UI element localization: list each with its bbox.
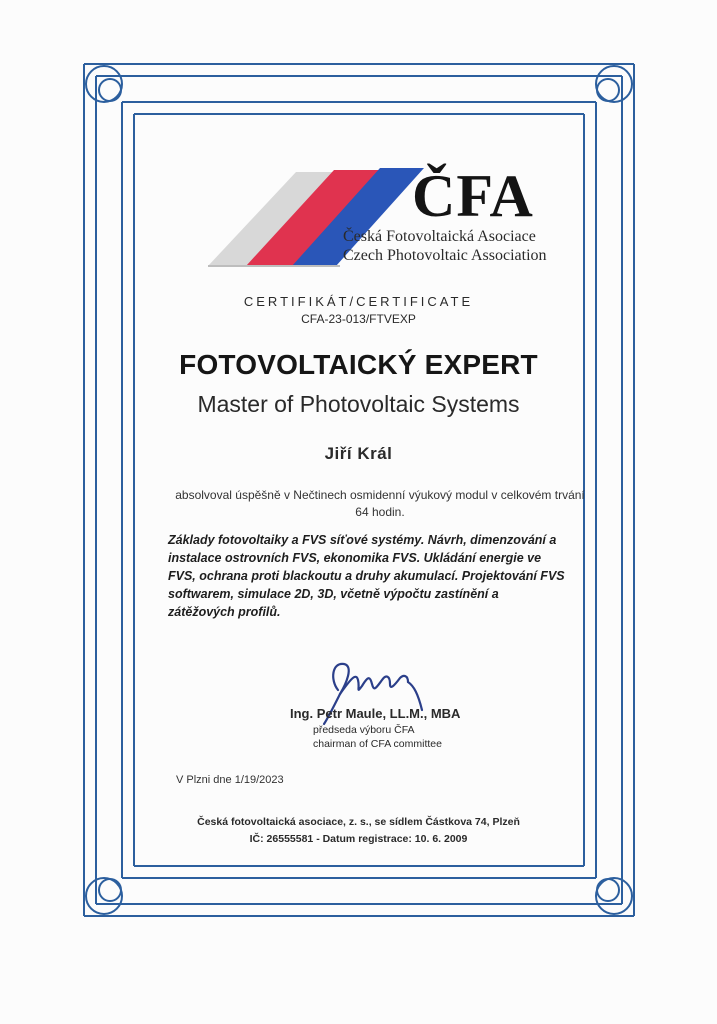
signatory-role-english: chairman of CFA committee	[313, 738, 442, 750]
cfa-name-english: Czech Photovoltaic Association	[343, 247, 547, 264]
certificate-label: CERTIFIKÁT/CERTIFICATE	[243, 294, 474, 309]
certificate-subtitle: Master of Photovoltaic Systems	[197, 391, 520, 417]
footer-address: Česká fotovoltaická asociace, z. s., se sídlem Částkova 74, Plzeň	[197, 816, 520, 828]
cfa-name-czech: Česká Fotovoltaická Asociace	[343, 228, 536, 245]
signatory-role-czech: předseda výboru ČFA	[313, 724, 415, 736]
certificate-code: CFA-23-013/FTVEXP	[301, 312, 416, 326]
place-and-date: V Plzni dne 1/19/2023	[176, 774, 284, 786]
signatory-name: Ing. Petr Maule, LL.M., MBA	[290, 706, 461, 721]
curriculum-text: Základy fotovoltaiky a FVS síťové systémy. Návrh, dimenzování a instalace ostrovních FVS, ekonomika FVS. Ukládání energie ve FVS, ochrana proti blackoutu a druhy akumulací. Projektování FVS softwarem, simulace 2D, 3D, včetně výpočtu zastínění a zátěžových profilů.	[168, 533, 565, 619]
footer-registration: IČ: 26555581 - Datum registrace: 10. 6. 2009	[249, 833, 468, 845]
recipient-name: Jiří Král	[324, 444, 393, 463]
certificate-title: FOTOVOLTAICKÝ EXPERT	[179, 349, 538, 380]
completion-statement: absolvoval úspěšně v Nečtinech osmidenní výukový modul v celkovém trvání 64 hodin.	[175, 488, 585, 519]
cfa-logo-name: ČFA	[412, 163, 534, 229]
